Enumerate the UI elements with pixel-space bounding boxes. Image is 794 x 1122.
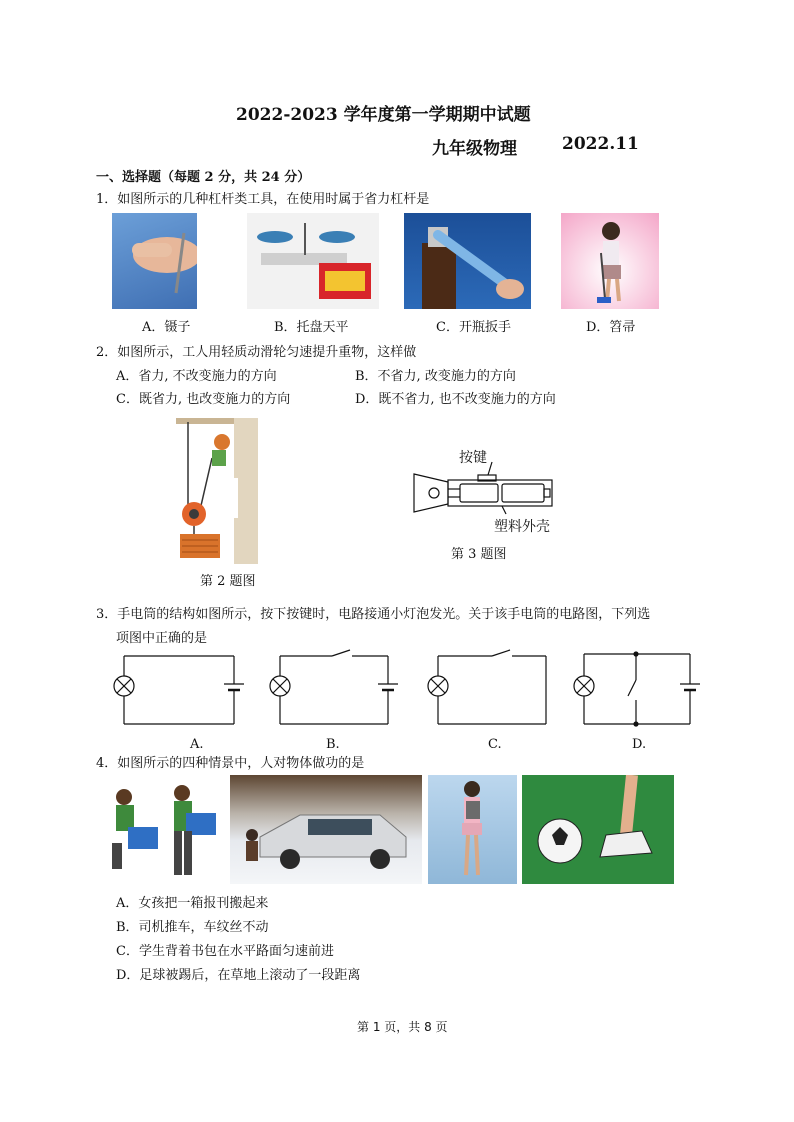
q4-option-b: B．司机推车，车纹丝不动 [116, 920, 269, 935]
bottle-opener-photo [404, 213, 531, 309]
subject-label: 九年级物理 [432, 139, 517, 159]
exam-date: 2022.11 [562, 134, 639, 154]
question-3-stem-line1: 3．手电筒的结构如图所示，按下按键时，电路接通小灯泡发光。关于该手电筒的电路图，下列选 [96, 607, 651, 622]
pulley-figure [176, 418, 261, 564]
q1-option-b: B．托盘天平 [274, 320, 349, 335]
q2-option-a: A．省力, 不改变施力的方向 [116, 369, 277, 384]
circuit-d [570, 652, 702, 728]
broom-photo [561, 213, 659, 309]
circuit-b [266, 648, 398, 728]
q1-option-d: D．笤帚 [586, 320, 636, 335]
q3-option-a: A. [190, 737, 204, 752]
q2-option-b: B．不省力, 改变施力的方向 [355, 369, 516, 384]
circuit-a [110, 654, 242, 728]
soccer-kick-photo [522, 775, 674, 884]
page-title: 2022-2023 学年度第一学期期中试题 [236, 105, 531, 125]
q4-option-a: A．女孩把一箱报刊搬起来 [116, 896, 269, 911]
car-in-snow-photo [230, 775, 422, 884]
q1-option-a: A．镊子 [142, 320, 191, 335]
flashlight-shell-label: 塑料外壳 [494, 519, 550, 535]
q2-option-d: D．既不省力, 也不改变施力的方向 [355, 392, 556, 407]
q2-option-c: C．既省力, 也改变施力的方向 [116, 392, 291, 407]
q3-option-d: D. [632, 737, 647, 752]
q1-option-c: C．开瓶扳手 [436, 320, 511, 335]
question-4-stem: 4．如图所示的四种情景中，人对物体做功的是 [96, 756, 365, 771]
section-heading: 一、选择题（每题 2 分，共 24 分） [96, 170, 311, 185]
figure-3-caption: 第 3 题图 [451, 547, 507, 562]
circuit-c [424, 648, 556, 728]
question-1-stem: 1．如图所示的几种杠杆类工具，在使用时属于省力杠杆是 [96, 192, 430, 207]
question-3-stem-line2: 项图中正确的是 [116, 631, 208, 646]
flashlight-diagram [412, 462, 560, 522]
figure-2-caption: 第 2 题图 [200, 574, 256, 589]
q4-option-d: D．足球被踢后，在草地上滚动了一段距离 [116, 968, 361, 983]
question-2-stem: 2．如图所示，工人用轻质动滑轮匀速提升重物，这样做 [96, 345, 417, 360]
q4-option-c: C．学生背着书包在水平路面匀速前进 [116, 944, 334, 959]
q3-option-b: B. [326, 737, 340, 752]
page-number: 第 1 页，共 8 页 [357, 1020, 448, 1034]
student-walking-photo [428, 775, 517, 884]
flashlight-button-label: 按键 [459, 450, 487, 466]
girl-lifting-box-photo [102, 783, 222, 883]
balance-scale-photo [247, 213, 379, 309]
q3-option-c: C. [488, 737, 502, 752]
tweezers-photo [112, 213, 197, 309]
